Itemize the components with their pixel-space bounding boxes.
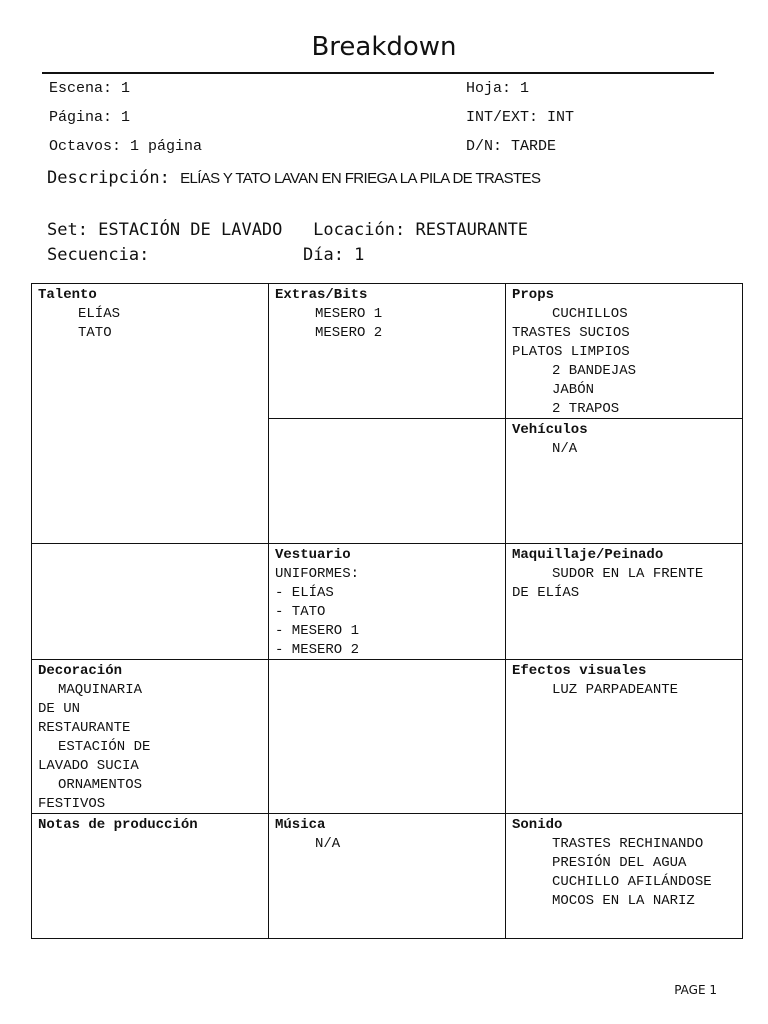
list-item: TRASTES RECHINANDO <box>552 836 704 852</box>
int-ext-field: INT/EXT: INT <box>466 109 575 126</box>
list-item: CUCHILLOS <box>552 306 628 322</box>
descripcion-field <box>47 168 607 190</box>
sonido-title: Sonido <box>512 817 563 833</box>
list-item: N/A <box>552 441 578 457</box>
list-item: RESTAURANTE <box>38 720 131 736</box>
empty-cell <box>269 660 506 814</box>
empty-cell <box>32 544 269 660</box>
list-item: MOCOS EN LA NARIZ <box>552 893 695 909</box>
escena-field: Escena: 1 <box>49 80 131 97</box>
list-item: - MESERO 1 <box>275 623 360 639</box>
list-item: - MESERO 2 <box>275 642 360 658</box>
list-item: ESTACIÓN DE <box>58 739 151 755</box>
breakdown-grid <box>31 283 743 939</box>
secuencia-field: Secuencia: <box>47 245 150 265</box>
list-item: DE UN <box>38 701 81 717</box>
list-item: 2 BANDEJAS <box>552 363 637 379</box>
maquillaje-title: Maquillaje/Peinado <box>512 547 664 563</box>
sonido-cell <box>506 814 742 938</box>
vehiculos-cell <box>506 419 742 544</box>
dn-field: D/N: TARDE <box>466 138 557 155</box>
title-divider <box>42 72 714 74</box>
list-item: JABÓN <box>552 382 595 398</box>
list-item: N/A <box>315 836 341 852</box>
pagina-field: Página: 1 <box>49 109 131 126</box>
list-item: SUDOR EN LA FRENTE <box>552 566 704 582</box>
efectos-cell <box>506 660 742 814</box>
list-item: 2 TRAPOS <box>552 401 620 417</box>
vestuario-title: Vestuario <box>275 547 351 563</box>
list-item: TRASTES SUCIOS <box>512 325 630 341</box>
maquillaje-cell <box>506 544 742 660</box>
dia-field: Día: 1 <box>303 245 365 265</box>
notas-title: Notas de producción <box>38 817 198 833</box>
page-title: Breakdown <box>311 32 457 62</box>
list-item: MESERO 2 <box>315 325 383 341</box>
extras-title: Extras/Bits <box>275 287 368 303</box>
vestuario-cell <box>269 544 506 660</box>
props-title: Props <box>512 287 555 303</box>
list-item: DE ELÍAS <box>512 585 580 601</box>
vehiculos-title: Vehículos <box>512 422 588 438</box>
list-item: MESERO 1 <box>315 306 383 322</box>
notas-cell <box>32 814 269 938</box>
extras-cell <box>269 284 506 419</box>
list-item: ORNAMENTOS <box>58 777 143 793</box>
list-item: LUZ PARPADEANTE <box>552 682 679 698</box>
descripcion-text: ELÍAS Y TATO LAVAN EN FRIEGA LA PILA DE TRASTES <box>180 170 541 187</box>
musica-cell <box>269 814 506 938</box>
page-number: PAGE 1 <box>674 983 717 997</box>
list-item: PLATOS LIMPIOS <box>512 344 630 360</box>
list-item: LAVADO SUCIA <box>38 758 139 774</box>
empty-cell <box>269 419 506 544</box>
talento-cell <box>32 284 269 544</box>
set-locacion-field: Set: ESTACIÓN DE LAVADO Locación: RESTAURANTE <box>47 220 529 240</box>
list-item: PRESIÓN DEL AGUA <box>552 855 687 871</box>
list-item: - TATO <box>275 604 326 620</box>
props-cell <box>506 284 742 419</box>
list-item: ELÍAS <box>78 306 121 322</box>
efectos-title: Efectos visuales <box>512 663 647 679</box>
list-item: FESTIVOS <box>38 796 106 812</box>
list-item: TATO <box>78 325 112 341</box>
musica-title: Música <box>275 817 326 833</box>
talento-title: Talento <box>38 287 97 303</box>
hoja-field: Hoja: 1 <box>466 80 530 97</box>
list-item: MAQUINARIA <box>58 682 143 698</box>
list-item: CUCHILLO AFILÁNDOSE <box>552 874 712 890</box>
list-item: - ELÍAS <box>275 585 334 601</box>
decoracion-title: Decoración <box>38 663 123 679</box>
list-item: UNIFORMES: <box>275 566 360 582</box>
octavos-field: Octavos: 1 página <box>49 138 203 155</box>
descripcion-label: Descripción: <box>47 168 181 188</box>
decoracion-cell <box>32 660 269 814</box>
